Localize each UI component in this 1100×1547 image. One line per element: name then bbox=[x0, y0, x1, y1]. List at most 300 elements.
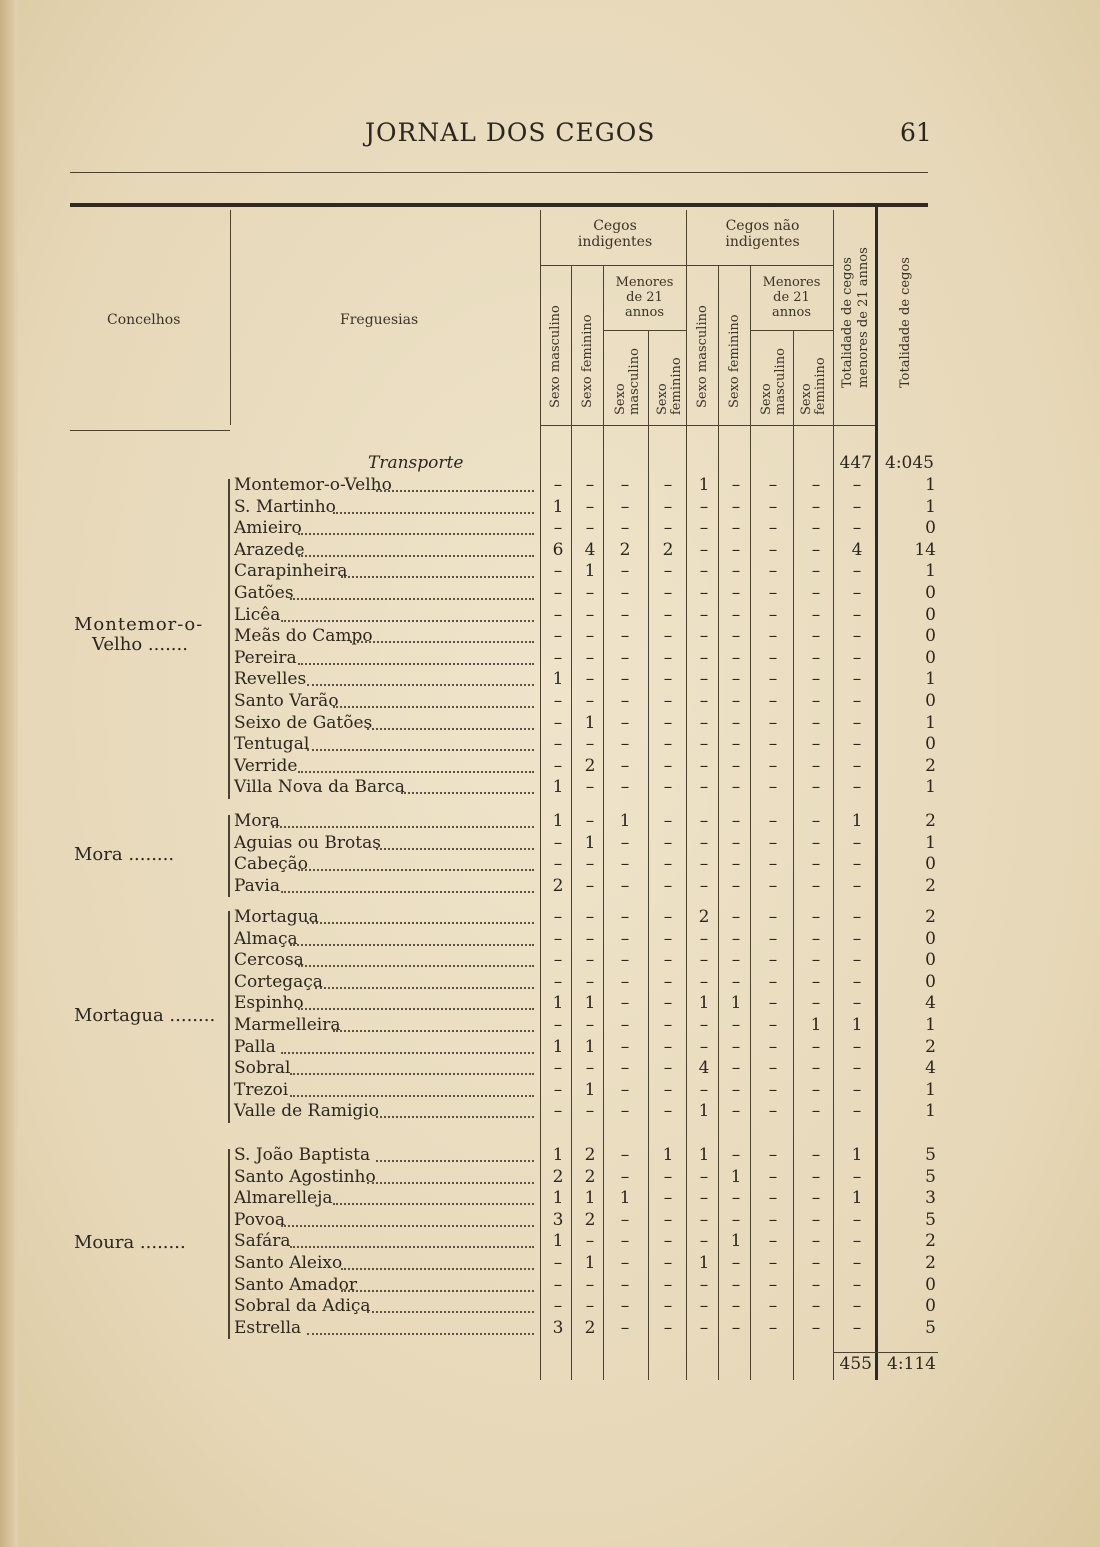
value-cell: – bbox=[768, 583, 778, 603]
value-cell: – bbox=[699, 539, 709, 560]
menores-total-cell: – bbox=[852, 1209, 862, 1230]
freguesia-name: Espinho bbox=[234, 993, 304, 1014]
value-cell: – bbox=[811, 1058, 821, 1079]
value-cell: – bbox=[620, 928, 630, 949]
value-cell: – bbox=[620, 1036, 630, 1057]
value-cell: – bbox=[553, 561, 563, 582]
concelho-label-line: Velho ....... bbox=[92, 634, 188, 655]
row-total: 5 bbox=[925, 1145, 936, 1165]
value-cell: – bbox=[699, 691, 709, 711]
value-cell: 1 bbox=[810, 1015, 822, 1035]
value-cell: – bbox=[585, 496, 595, 517]
dot-leader bbox=[376, 490, 534, 492]
value-cell: – bbox=[731, 1036, 741, 1057]
menores-total-cell: – bbox=[852, 1253, 862, 1273]
value-cell: – bbox=[768, 928, 778, 949]
freguesia-name: Revelles bbox=[234, 669, 307, 690]
value-cell: – bbox=[811, 907, 821, 927]
value-cell: – bbox=[620, 755, 630, 776]
freguesia-name: Montemor-o-Velho bbox=[234, 475, 392, 495]
header-bottom-rule bbox=[70, 430, 230, 431]
value-cell: – bbox=[663, 1317, 673, 1338]
value-cell: – bbox=[699, 1166, 709, 1187]
value-cell: – bbox=[663, 1253, 673, 1273]
value-cell: – bbox=[731, 475, 741, 495]
menores-total-cell: – bbox=[852, 669, 862, 690]
value-cell: – bbox=[663, 712, 673, 733]
dot-leader bbox=[307, 1333, 534, 1335]
menores-total-cell: – bbox=[852, 647, 862, 668]
value-cell: 1 bbox=[730, 993, 742, 1014]
transporte-total: 4:045 bbox=[885, 453, 934, 473]
value-cell: – bbox=[731, 1274, 741, 1295]
value-cell: 1 bbox=[584, 993, 596, 1014]
value-cell: – bbox=[768, 647, 778, 668]
dot-leader bbox=[333, 1030, 534, 1032]
value-cell: – bbox=[768, 539, 778, 560]
value-cell: – bbox=[663, 777, 673, 798]
value-cell: – bbox=[768, 971, 778, 992]
value-cell: – bbox=[585, 928, 595, 949]
value-cell: – bbox=[811, 496, 821, 517]
menores-total-cell: – bbox=[852, 1058, 862, 1079]
menores-rule bbox=[603, 330, 686, 331]
freguesia-name: Santo Varão bbox=[234, 691, 339, 711]
menores-total-cell: 1 bbox=[851, 811, 863, 831]
value-cell: – bbox=[811, 734, 821, 755]
value-cell: – bbox=[663, 1079, 673, 1100]
value-cell: – bbox=[585, 875, 595, 896]
value-cell: – bbox=[663, 1209, 673, 1230]
freguesia-name: Aguias ou Brotas bbox=[234, 832, 381, 853]
value-cell: 1 bbox=[584, 1188, 596, 1209]
dot-leader bbox=[376, 1116, 534, 1118]
value-cell: – bbox=[663, 734, 673, 755]
value-cell: – bbox=[620, 1317, 630, 1338]
value-cell: – bbox=[663, 691, 673, 711]
value-cell: – bbox=[811, 1036, 821, 1057]
col-cegos-indigentes: Cegos indigentes bbox=[577, 218, 653, 250]
menores-total-cell: – bbox=[852, 950, 862, 971]
value-cell: – bbox=[620, 1274, 630, 1295]
value-cell: – bbox=[811, 971, 821, 992]
freguesia-name: Tentugal bbox=[234, 734, 310, 755]
group-brace bbox=[228, 479, 230, 799]
value-cell: – bbox=[585, 604, 595, 625]
value-cell: 2 bbox=[698, 907, 710, 927]
row-total: 4 bbox=[925, 1058, 936, 1079]
value-cell: – bbox=[663, 1296, 673, 1317]
value-cell: – bbox=[811, 1101, 821, 1122]
dot-leader bbox=[315, 987, 534, 989]
head-rule bbox=[70, 172, 928, 173]
row-total: 1 bbox=[925, 1079, 936, 1100]
value-cell: 1 bbox=[698, 475, 710, 495]
value-cell: – bbox=[663, 626, 673, 647]
freguesia-name: Trezoi bbox=[234, 1079, 289, 1100]
value-cell: – bbox=[731, 518, 741, 539]
value-cell: 2 bbox=[584, 755, 596, 776]
row-total: 0 bbox=[925, 604, 936, 625]
dot-leader bbox=[367, 728, 534, 730]
value-cell: – bbox=[811, 950, 821, 971]
freguesia-name: Santo Aleixo bbox=[234, 1253, 343, 1273]
value-cell: 1 bbox=[619, 811, 631, 831]
value-cell: – bbox=[731, 583, 741, 603]
value-cell: 1 bbox=[730, 1166, 742, 1187]
value-cell: – bbox=[620, 561, 630, 582]
menores-total-cell: – bbox=[852, 928, 862, 949]
value-cell: – bbox=[811, 1145, 821, 1165]
value-cell: 1 bbox=[552, 1231, 564, 1252]
value-cell: – bbox=[553, 950, 563, 971]
dot-leader bbox=[307, 922, 534, 924]
value-cell: – bbox=[811, 691, 821, 711]
value-cell: – bbox=[811, 1231, 821, 1252]
col-divider bbox=[833, 210, 834, 1380]
dot-leader bbox=[281, 891, 534, 893]
value-cell: 3 bbox=[552, 1317, 564, 1338]
value-cell: – bbox=[731, 1296, 741, 1317]
value-cell: 1 bbox=[584, 712, 596, 733]
value-cell: – bbox=[585, 1274, 595, 1295]
row-total: 1 bbox=[925, 832, 936, 853]
value-cell: – bbox=[768, 1231, 778, 1252]
row-total: 1 bbox=[925, 712, 936, 733]
value-cell: – bbox=[731, 539, 741, 560]
freguesia-name: Mora bbox=[234, 811, 280, 831]
value-cell: – bbox=[811, 583, 821, 603]
footer-rule bbox=[833, 1352, 938, 1353]
value-cell: – bbox=[620, 518, 630, 539]
value-cell: – bbox=[699, 832, 709, 853]
value-cell: – bbox=[620, 1015, 630, 1035]
freguesia-name: Santo Amador bbox=[234, 1274, 357, 1295]
menores-total-cell: – bbox=[852, 1296, 862, 1317]
value-cell: – bbox=[731, 811, 741, 831]
value-cell: 2 bbox=[619, 539, 631, 560]
value-cell: – bbox=[699, 950, 709, 971]
group-brace bbox=[228, 1149, 230, 1339]
menores-total-cell: – bbox=[852, 907, 862, 927]
freguesia-name: Sobral bbox=[234, 1058, 291, 1079]
menores-total-cell: – bbox=[852, 561, 862, 582]
value-cell: – bbox=[553, 1101, 563, 1122]
row-total: 2 bbox=[925, 875, 936, 896]
value-cell: – bbox=[620, 626, 630, 647]
value-cell: 1 bbox=[698, 1253, 710, 1273]
menores-rule bbox=[750, 330, 833, 331]
transporte-label: Transporte bbox=[368, 453, 464, 473]
menores-total-cell: – bbox=[852, 691, 862, 711]
value-cell: 1 bbox=[552, 669, 564, 690]
row-total: 5 bbox=[925, 1209, 936, 1230]
value-cell: – bbox=[585, 854, 595, 875]
value-cell: – bbox=[731, 1079, 741, 1100]
dot-leader bbox=[298, 533, 534, 535]
value-cell: – bbox=[768, 907, 778, 927]
value-cell: – bbox=[663, 907, 673, 927]
dot-leader bbox=[298, 965, 534, 967]
value-cell: – bbox=[620, 604, 630, 625]
row-total: 0 bbox=[925, 928, 936, 949]
col-concelhos: Concelhos bbox=[107, 312, 181, 328]
value-cell: – bbox=[663, 971, 673, 992]
value-cell: – bbox=[699, 971, 709, 992]
value-cell: – bbox=[553, 691, 563, 711]
value-cell: – bbox=[620, 669, 630, 690]
value-cell: – bbox=[553, 712, 563, 733]
menores-total-cell: – bbox=[852, 626, 862, 647]
value-cell: – bbox=[731, 561, 741, 582]
freguesia-name: S. Martinho bbox=[234, 496, 336, 517]
value-cell: – bbox=[553, 907, 563, 927]
value-cell: – bbox=[663, 1058, 673, 1079]
page-spine bbox=[0, 0, 18, 1547]
value-cell: 3 bbox=[552, 1209, 564, 1230]
value-cell: – bbox=[811, 475, 821, 495]
col-menores-nao-indigentes: Menores de 21 annos bbox=[762, 275, 821, 320]
value-cell: – bbox=[620, 583, 630, 603]
value-cell: – bbox=[768, 755, 778, 776]
row-total: 2 bbox=[925, 1253, 936, 1273]
value-cell: – bbox=[553, 971, 563, 992]
value-cell: – bbox=[620, 1209, 630, 1230]
menores-total-cell: – bbox=[852, 496, 862, 517]
dot-leader bbox=[350, 641, 534, 643]
value-cell: – bbox=[585, 647, 595, 668]
row-total: 4 bbox=[925, 993, 936, 1014]
row-total: 1 bbox=[925, 1101, 936, 1122]
value-cell: – bbox=[768, 811, 778, 831]
value-cell: – bbox=[585, 626, 595, 647]
value-cell: – bbox=[620, 475, 630, 495]
group-brace bbox=[228, 911, 230, 1123]
value-cell: – bbox=[585, 734, 595, 755]
menores-total-cell: – bbox=[852, 854, 862, 875]
menores-total-cell: – bbox=[852, 583, 862, 603]
value-cell: – bbox=[553, 604, 563, 625]
value-cell: – bbox=[768, 1296, 778, 1317]
value-cell: – bbox=[811, 993, 821, 1014]
value-cell: – bbox=[731, 712, 741, 733]
value-cell: – bbox=[620, 777, 630, 798]
value-cell: – bbox=[699, 604, 709, 625]
value-cell: – bbox=[663, 583, 673, 603]
value-cell: – bbox=[620, 691, 630, 711]
value-cell: – bbox=[663, 647, 673, 668]
row-total: 1 bbox=[925, 475, 936, 495]
value-cell: – bbox=[663, 875, 673, 896]
value-cell: – bbox=[620, 647, 630, 668]
table-top-rule bbox=[70, 203, 928, 207]
dot-leader bbox=[341, 576, 534, 578]
value-cell: – bbox=[620, 971, 630, 992]
value-cell: – bbox=[553, 626, 563, 647]
value-cell: – bbox=[699, 669, 709, 690]
freguesia-name: Marmelleira bbox=[234, 1015, 341, 1035]
freguesia-name: Cabeção bbox=[234, 854, 308, 875]
col-divider bbox=[230, 210, 231, 425]
value-cell: – bbox=[553, 1296, 563, 1317]
row-total: 5 bbox=[925, 1166, 936, 1187]
menores-total-cell: 1 bbox=[851, 1015, 863, 1035]
value-cell: 1 bbox=[698, 1101, 710, 1122]
dot-leader bbox=[401, 792, 534, 794]
col-divider bbox=[686, 210, 687, 1380]
freguesia-name: Cercosa bbox=[234, 950, 304, 971]
value-cell: – bbox=[731, 496, 741, 517]
row-total: 2 bbox=[925, 755, 936, 776]
row-total: 0 bbox=[925, 647, 936, 668]
col-nao-menores-sexo-feminino: Sexo feminino bbox=[799, 357, 828, 415]
value-cell: – bbox=[731, 777, 741, 798]
value-cell: – bbox=[699, 755, 709, 776]
row-total: 0 bbox=[925, 518, 936, 539]
value-cell: – bbox=[811, 604, 821, 625]
value-cell: – bbox=[811, 832, 821, 853]
menores-total-cell: 1 bbox=[851, 1188, 863, 1209]
value-cell: – bbox=[699, 712, 709, 733]
value-cell: – bbox=[553, 1015, 563, 1035]
value-cell: 4 bbox=[698, 1058, 710, 1079]
running-head: JORNAL DOS CEGOS bbox=[365, 118, 656, 147]
value-cell: – bbox=[768, 1079, 778, 1100]
value-cell: – bbox=[699, 1015, 709, 1035]
value-cell: – bbox=[811, 928, 821, 949]
value-cell: 2 bbox=[662, 539, 674, 560]
dot-leader bbox=[298, 1008, 534, 1010]
dot-leader bbox=[333, 512, 534, 514]
value-cell: – bbox=[731, 755, 741, 776]
value-cell: – bbox=[699, 647, 709, 668]
dot-leader bbox=[333, 1203, 534, 1205]
value-cell: – bbox=[731, 691, 741, 711]
value-cell: – bbox=[553, 1058, 563, 1079]
value-cell: – bbox=[811, 1209, 821, 1230]
value-cell: – bbox=[663, 854, 673, 875]
row-total: 0 bbox=[925, 626, 936, 647]
value-cell: – bbox=[768, 496, 778, 517]
concelho-label: Mora ........ bbox=[74, 844, 175, 866]
value-cell: – bbox=[663, 1166, 673, 1187]
row-total: 1 bbox=[925, 1015, 936, 1035]
value-cell: – bbox=[585, 475, 595, 495]
freguesia-name: Arazede bbox=[234, 539, 305, 560]
dot-leader bbox=[272, 826, 534, 828]
value-cell: – bbox=[768, 1274, 778, 1295]
row-total: 14 bbox=[914, 539, 936, 560]
value-cell: – bbox=[768, 1166, 778, 1187]
freguesia-name: Pavia bbox=[234, 875, 280, 896]
value-cell: – bbox=[731, 971, 741, 992]
row-total: 2 bbox=[925, 1231, 936, 1252]
dot-leader bbox=[367, 1311, 534, 1313]
value-cell: – bbox=[811, 1274, 821, 1295]
row-total: 0 bbox=[925, 1296, 936, 1317]
col-nao-sexo-feminino: Sexo feminino bbox=[727, 314, 742, 408]
value-cell: 1 bbox=[584, 1079, 596, 1100]
col-menores-sexo-feminino: Sexo feminino bbox=[655, 357, 684, 415]
value-cell: – bbox=[663, 561, 673, 582]
group-rule bbox=[540, 265, 686, 266]
value-cell: – bbox=[768, 669, 778, 690]
menores-total-cell: – bbox=[852, 475, 862, 495]
dot-leader bbox=[290, 1073, 534, 1075]
freguesia-name: Povoa bbox=[234, 1209, 285, 1230]
value-cell: – bbox=[553, 734, 563, 755]
value-cell: 1 bbox=[730, 1231, 742, 1252]
menores-total-cell: – bbox=[852, 755, 862, 776]
value-cell: – bbox=[731, 854, 741, 875]
value-cell: 1 bbox=[584, 832, 596, 853]
footer-menores-total: 455 bbox=[839, 1354, 872, 1374]
col-sexo-feminino: Sexo feminino bbox=[580, 314, 595, 408]
dot-leader bbox=[307, 749, 534, 751]
row-total: 0 bbox=[925, 734, 936, 755]
value-cell: – bbox=[768, 777, 778, 798]
row-total: 0 bbox=[925, 583, 936, 603]
menores-total-cell: – bbox=[852, 1317, 862, 1338]
value-cell: – bbox=[768, 1015, 778, 1035]
value-cell: – bbox=[731, 1188, 741, 1209]
value-cell: – bbox=[553, 518, 563, 539]
row-total: 0 bbox=[925, 971, 936, 992]
value-cell: 1 bbox=[552, 1188, 564, 1209]
value-cell: – bbox=[553, 647, 563, 668]
value-cell: – bbox=[731, 907, 741, 927]
value-cell: – bbox=[620, 1145, 630, 1165]
value-cell: – bbox=[731, 1015, 741, 1035]
freguesia-name: Mortagua bbox=[234, 907, 319, 927]
value-cell: – bbox=[699, 1296, 709, 1317]
value-cell: – bbox=[620, 832, 630, 853]
value-cell: – bbox=[731, 1317, 741, 1338]
value-cell: – bbox=[663, 1231, 673, 1252]
value-cell: – bbox=[620, 1253, 630, 1273]
value-cell: 1 bbox=[552, 811, 564, 831]
value-cell: – bbox=[811, 777, 821, 798]
value-cell: – bbox=[731, 832, 741, 853]
value-cell: – bbox=[731, 1145, 741, 1165]
value-cell: – bbox=[663, 496, 673, 517]
value-cell: – bbox=[811, 561, 821, 582]
value-cell: – bbox=[620, 1079, 630, 1100]
value-cell: – bbox=[620, 1166, 630, 1187]
value-cell: – bbox=[663, 950, 673, 971]
value-cell: 1 bbox=[552, 777, 564, 798]
value-cell: – bbox=[663, 832, 673, 853]
menores-total-cell: – bbox=[852, 712, 862, 733]
col-divider bbox=[648, 330, 649, 1380]
value-cell: – bbox=[585, 518, 595, 539]
value-cell: – bbox=[811, 1317, 821, 1338]
value-cell: – bbox=[731, 604, 741, 625]
value-cell: – bbox=[585, 1296, 595, 1317]
value-cell: – bbox=[768, 561, 778, 582]
menores-total-cell: – bbox=[852, 518, 862, 539]
value-cell: – bbox=[768, 832, 778, 853]
value-cell: 2 bbox=[552, 875, 564, 896]
value-cell: – bbox=[768, 475, 778, 495]
value-cell: 1 bbox=[698, 1145, 710, 1165]
value-cell: – bbox=[663, 1015, 673, 1035]
value-cell: – bbox=[768, 854, 778, 875]
value-cell: – bbox=[620, 993, 630, 1014]
dot-leader bbox=[376, 848, 534, 850]
footer-total: 4:114 bbox=[887, 1354, 936, 1374]
col-freguesias: Freguesias bbox=[340, 312, 419, 328]
